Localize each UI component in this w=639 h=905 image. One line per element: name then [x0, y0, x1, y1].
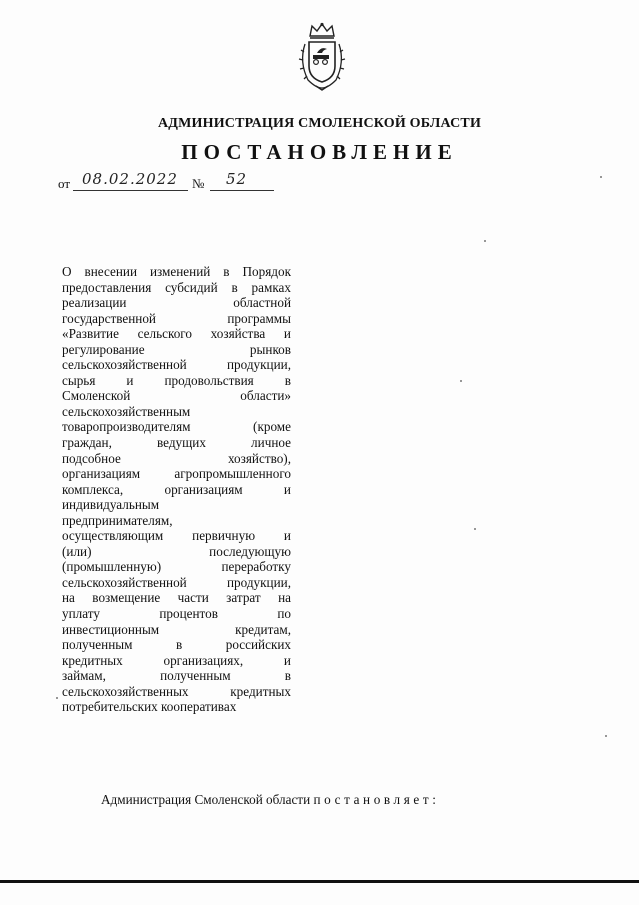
subject-line: сельскохозяйственным	[62, 403, 191, 419]
subject-line: сельскохозяйственной продукции,	[62, 574, 291, 590]
subject-line: займам, полученным в	[62, 668, 291, 684]
subject-line: комплекса, организациям и	[62, 481, 291, 497]
subject-line: (или) последующую	[62, 543, 291, 559]
subject-block	[62, 264, 291, 715]
date-value: 08.02.2022	[82, 170, 178, 188]
organization-title: АДМИНИСТРАЦИЯ СМОЛЕНСКОЙ ОБЛАСТИ	[157, 116, 482, 131]
date-number-line	[58, 172, 298, 194]
date-prefix: от	[58, 176, 71, 191]
preamble-action: постановляет:	[313, 792, 440, 807]
subject-line: граждан, ведущих личное	[62, 435, 291, 451]
scan-speck	[474, 528, 476, 530]
number-prefix: №	[192, 176, 205, 191]
scan-speck	[56, 697, 58, 699]
subject-line: предоставления субсидий в рамках	[62, 279, 291, 295]
subject-line: регулирование рынков	[62, 341, 291, 357]
date-underline	[73, 190, 188, 191]
subject-line: организациям агропромышленного	[62, 466, 291, 482]
subject-line: товаропроизводителям (кроме	[62, 419, 291, 435]
subject-line: инвестиционным кредитам,	[62, 621, 291, 637]
subject-line: предпринимателям,	[62, 512, 173, 528]
subject-line: (промышленную) переработку	[62, 559, 291, 575]
preamble-text: Администрация Смоленской области	[101, 792, 311, 807]
subject-line: реализации областной	[62, 295, 291, 311]
subject-line: О внесении изменений в Порядок	[62, 264, 291, 279]
scan-speck	[460, 380, 462, 382]
subject-line: Смоленской области»	[62, 388, 291, 404]
scan-speck	[600, 176, 602, 178]
subject-line: полученным в российских	[62, 637, 291, 653]
number-value: 52	[226, 170, 248, 188]
subject-line: осуществляющим первичную и	[62, 528, 291, 544]
scan-speck	[605, 735, 607, 737]
subject-line: сырья и продовольствия в	[62, 372, 291, 388]
number-underline	[210, 190, 274, 191]
preamble	[101, 792, 439, 808]
scan-speck	[484, 240, 486, 242]
subject-line: «Развитие сельского хозяйства и	[62, 326, 291, 342]
subject-line: государственной программы	[62, 310, 291, 326]
subject-line: индивидуальным	[62, 497, 160, 513]
bottom-border	[0, 880, 639, 883]
subject-line: на возмещение части затрат на	[62, 590, 291, 606]
subject-line: кредитных организациях, и	[62, 652, 291, 668]
subject-line: сельскохозяйственных кредитных	[62, 683, 291, 699]
subject-line: подсобное хозяйство),	[62, 450, 291, 466]
subject-line: уплату процентов по	[62, 606, 291, 622]
subject-line: потребительских кооперативах	[62, 699, 237, 715]
coat-of-arms-icon	[296, 22, 348, 92]
document-type-title: ПОСТАНОВЛЕНИЕ	[181, 140, 458, 164]
subject-line: сельскохозяйственной продукции,	[62, 357, 291, 373]
